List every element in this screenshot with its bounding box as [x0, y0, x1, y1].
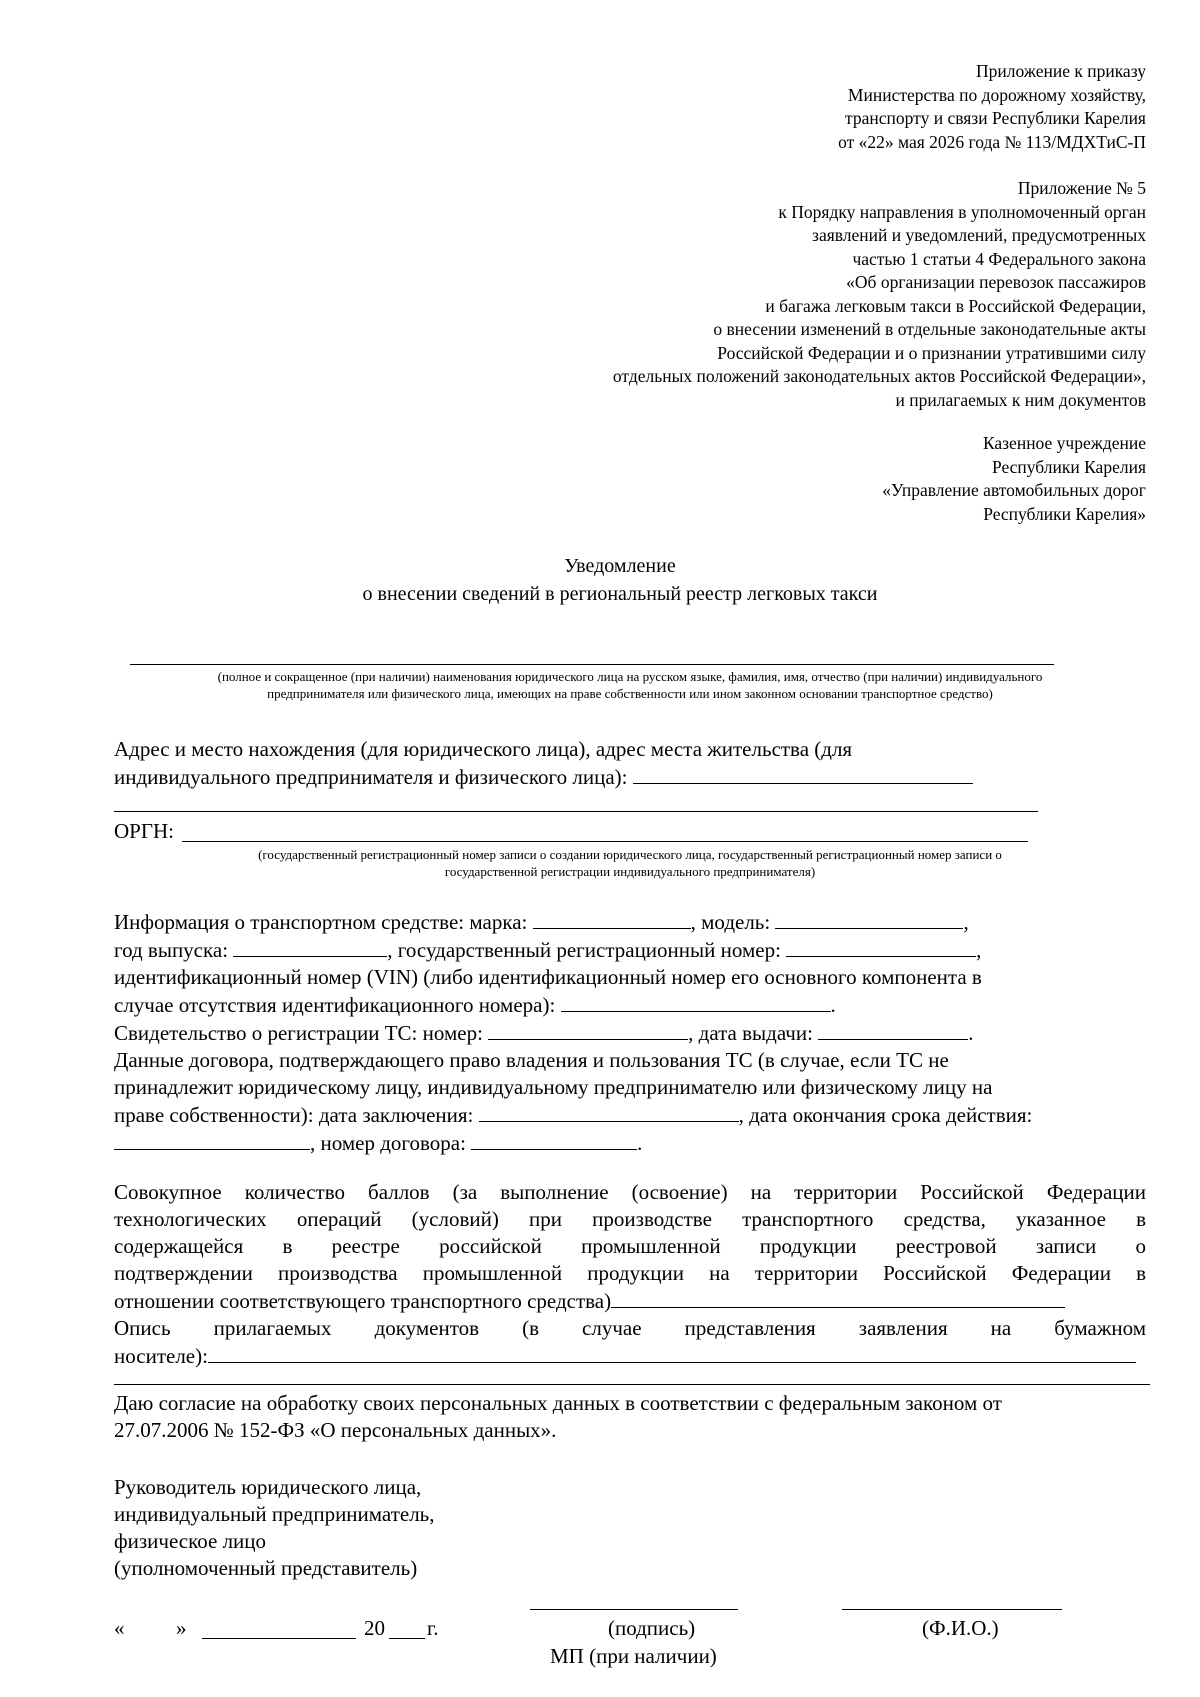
points-section: [114, 1179, 1146, 1370]
fio-label: (Ф.И.О.): [922, 1616, 999, 1640]
vehicle-plate-field[interactable]: [786, 936, 976, 957]
caption-line: (государственный регистрационный номер записи о создании юридического лица, государственный регистрационный номер записи о: [258, 847, 1002, 862]
inventory-field-continuation[interactable]: [114, 1384, 1150, 1385]
contract-number-label: , номер договора:: [310, 1131, 466, 1155]
registration-number-field[interactable]: [488, 1019, 688, 1040]
contract-end-date-label: , дата окончания срока действия:: [738, 1103, 1033, 1127]
title-line-2: о внесении сведений в региональный реестр легковых такси: [362, 583, 878, 605]
procedure-appendix-line: и прилагаемых к ним документов: [895, 389, 1146, 410]
consent-section: [114, 1390, 1146, 1444]
vehicle-brand-field[interactable]: [533, 908, 691, 929]
punctuation: .: [637, 1131, 643, 1155]
date-month-field[interactable]: [202, 1638, 356, 1639]
procedure-appendix-line: отдельных положений законодательных актов Российской Федерации»,: [612, 366, 1146, 386]
contract-end-date-field[interactable]: [114, 1129, 310, 1150]
applicant-name-field[interactable]: [130, 664, 1054, 665]
inventory-field[interactable]: [208, 1342, 1136, 1363]
address-section: [114, 736, 1146, 791]
address-field[interactable]: [633, 763, 973, 784]
points-text: подтверждении производства промышленной продукции на территории Российской Федерации в: [114, 1261, 1146, 1285]
procedure-appendix-line: заявлений и уведомлений, предусмотренных: [812, 225, 1146, 245]
order-appendix-line: от «22» мая 2026 года № 113/МДХТиС-П: [838, 131, 1146, 152]
ogrn-label: ОРГН:: [114, 819, 174, 843]
vehicle-vin-label: идентификационный номер (VIN) (либо идентификационный номер его основного компонента в: [114, 965, 982, 989]
title-line-1: Уведомление: [564, 555, 676, 577]
fio-field[interactable]: [842, 1609, 1062, 1610]
signer-line: физическое лицо: [114, 1529, 267, 1553]
addressee-line: «Управление автомобильных дорог: [882, 480, 1146, 500]
points-text: отношении соответствующего транспортного средства): [114, 1289, 612, 1313]
procedure-appendix-header: [613, 177, 1146, 412]
contract-number-field[interactable]: [471, 1129, 637, 1150]
address-line-2: индивидуального предпринимателя и физического лица):: [114, 765, 628, 789]
punctuation: ,: [976, 938, 982, 962]
addressee-line: Казенное учреждение: [982, 433, 1146, 453]
contract-text: Данные договора, подтверждающего право владения и пользования ТС (в случае, если ТС не: [114, 1048, 949, 1072]
date-year-field[interactable]: [389, 1638, 425, 1639]
registration-number-label: Свидетельство о регистрации ТС: номер:: [114, 1021, 483, 1045]
punctuation: ,: [963, 910, 969, 934]
ogrn-caption: [150, 846, 1110, 880]
points-text: Совокупное количество баллов (за выполнение (освоение) на территории Российской Федерации: [114, 1180, 1146, 1204]
procedure-appendix-line: Российской Федерации и о признании утратившими силу: [717, 342, 1146, 363]
addressee-line: Республики Карелия: [991, 456, 1146, 477]
procedure-appendix-line: частью 1 статьи 4 Федерального закона: [852, 248, 1146, 269]
vehicle-year-field[interactable]: [233, 936, 387, 957]
ogrn-field[interactable]: [182, 841, 1028, 842]
signature-field[interactable]: [530, 1609, 738, 1610]
address-field-continuation[interactable]: [114, 811, 1038, 812]
order-appendix-line: Приложение к приказу: [976, 61, 1146, 81]
consent-text: 27.07.2006 № 152-ФЗ «О персональных данных».: [114, 1418, 557, 1442]
contract-date-field[interactable]: [479, 1101, 739, 1122]
addressee-line: Республики Карелия»: [983, 503, 1146, 524]
procedure-appendix-line: «Об организации перевозок пассажиров: [846, 272, 1146, 292]
punctuation: .: [830, 993, 836, 1017]
points-field[interactable]: [611, 1287, 1065, 1308]
procedure-appendix-line: о внесении изменений в отдельные законодательные акты: [713, 319, 1146, 339]
signer-line: индивидуальный предприниматель,: [114, 1502, 435, 1526]
address-line-1: Адрес и место нахождения (для юридического лица), адрес места жительства (для: [114, 737, 853, 761]
contract-text: принадлежит юридическому лицу, индивидуальному предпринимателю или физическому лицу на: [114, 1075, 993, 1099]
vehicle-year-label: год выпуска:: [114, 938, 229, 962]
signer-block: [114, 1474, 1146, 1582]
inventory-text: Опись прилагаемых документов (в случае представления заявления на бумажном: [114, 1316, 1146, 1340]
vehicle-brand-label: Информация о транспортном средстве: марка:: [114, 910, 528, 934]
vehicle-model-field[interactable]: [775, 908, 963, 929]
contract-date-label: праве собственности): дата заключения:: [114, 1103, 474, 1127]
date-year-suffix: г.: [427, 1616, 439, 1640]
caption-line: (полное и сокращенное (при наличии) наименования юридического лица на русском языке, фамилия, имя, отчество (при наличии) индивидуального: [217, 669, 1043, 684]
signer-line: Руководитель юридического лица,: [114, 1475, 422, 1499]
stamp-label: МП (при наличии): [550, 1644, 717, 1668]
order-appendix-line: Министерства по дорожному хозяйству,: [847, 84, 1146, 105]
signature-label: (подпись): [608, 1616, 696, 1640]
inventory-label: носителе):: [114, 1344, 208, 1368]
order-appendix-line: транспорту и связи Республики Карелия: [845, 108, 1146, 128]
addressee-block: [882, 432, 1146, 526]
document-title: [0, 552, 1200, 608]
vehicle-plate-label: , государственный регистрационный номер:: [387, 938, 781, 962]
caption-line: предпринимателя или физического лица, имеющих на праве собственности или ином законном основании транспортное средство): [267, 686, 993, 701]
consent-text: Даю согласие на обработку своих персональных данных в соответствии с федеральным законом от: [114, 1391, 1002, 1415]
caption-line: государственной регистрации индивидуального предпринимателя): [444, 864, 816, 879]
vehicle-vin-field[interactable]: [561, 991, 831, 1012]
date-quote-close: »: [176, 1616, 187, 1640]
order-appendix-header: [838, 60, 1146, 154]
procedure-appendix-line: и багажа легковым такси в Российской Федерации,: [765, 295, 1146, 316]
punctuation: .: [968, 1021, 974, 1045]
vehicle-vin-label-end: случае отсутствия идентификационного номера):: [114, 993, 556, 1017]
procedure-appendix-line: к Порядку направления в уполномоченный орган: [778, 201, 1146, 222]
vehicle-section: [114, 908, 1146, 1157]
registration-date-field[interactable]: [818, 1019, 968, 1040]
applicant-name-caption: [100, 668, 1160, 702]
signer-line: (уполномоченный представитель): [114, 1556, 418, 1580]
registration-date-label: , дата выдачи:: [688, 1021, 813, 1045]
date-quote-open: «: [114, 1616, 125, 1640]
points-text: технологических операций (условий) при производстве транспортного средства, указанное в: [114, 1207, 1146, 1231]
date-year-prefix: 20: [364, 1616, 385, 1640]
procedure-appendix-line: Приложение № 5: [1017, 178, 1146, 198]
points-text: содержащейся в реестре российской промышленной продукции реестровой записи о: [114, 1234, 1146, 1258]
vehicle-model-label: , модель:: [690, 910, 771, 934]
